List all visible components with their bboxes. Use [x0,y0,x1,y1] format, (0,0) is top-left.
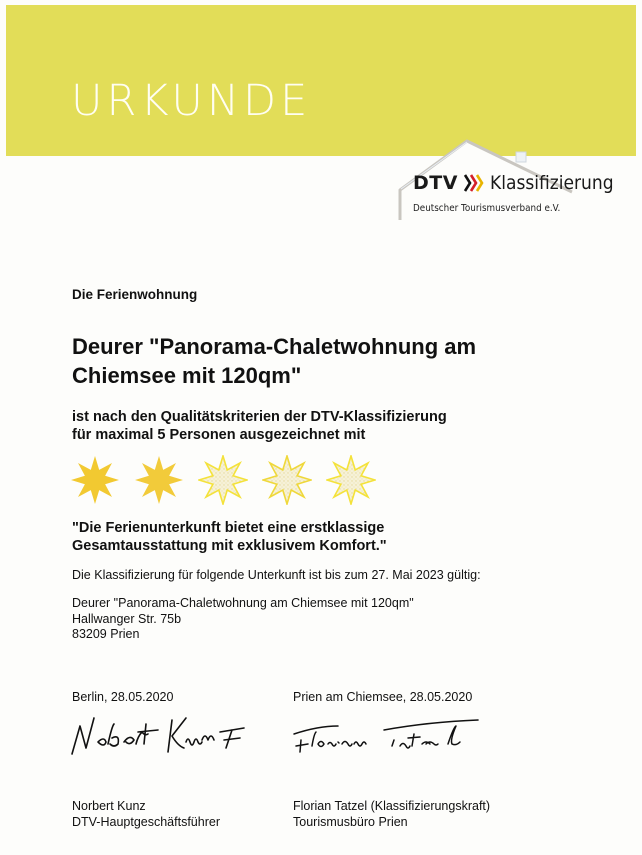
star-outline-icon [262,455,312,505]
star-outline-icon [198,455,248,505]
logo-subtitle: Deutscher Tourismusverband e.V. [413,203,561,214]
place-date-right: Prien am Chiemsee, 28.05.2020 [293,690,473,704]
property-address: Deurer "Panorama-Chaletwohnung am Chiemsee mit 120qm" Hallwanger Str. 75b 83209 Prien [72,596,414,641]
signatory-name: Florian Tatzel (Klassifizierungskraft) [293,799,491,813]
dtv-logo [413,172,627,194]
signatory-role: DTV-Hauptgeschäftsführer [72,815,220,829]
logo-name: Klassifizierung [489,172,614,194]
star-icon [70,455,120,505]
criteria-text: ist nach den Qualitätskriterien der DTV-Klassifizierung für maximal 5 Personen ausgezeichnet mit [72,409,447,443]
signature-norbert-kunz [68,712,273,762]
place-date-left: Berlin, 28.05.2020 [72,690,174,704]
signatory-right [293,798,490,830]
certificate-heading: URKUNDE [71,76,312,126]
signature-florian-tatzel [288,714,498,759]
property-title: Deurer "Panorama-Chaletwohnung am Chiemsee mit 120qm" [72,334,477,388]
property-type: Die Ferienwohnung [72,287,198,302]
signatory-left [72,798,220,830]
signatory-name: Norbert Kunz [72,799,146,813]
star-rating [70,455,376,505]
rating-quote: "Die Ferienunterkunft bietet eine erstklassige Gesamtausstattung mit exklusivem Komfort." [72,520,387,554]
signatory-role: Tourismusbüro Prien [293,815,408,829]
validity-text: Die Klassifizierung für folgende Unterkunft ist bis zum 27. Mai 2023 gültig: [72,568,481,582]
logo-brand: DTV [413,172,458,194]
chevrons-icon [463,173,485,193]
star-outline-icon [326,455,376,505]
star-icon [134,455,184,505]
